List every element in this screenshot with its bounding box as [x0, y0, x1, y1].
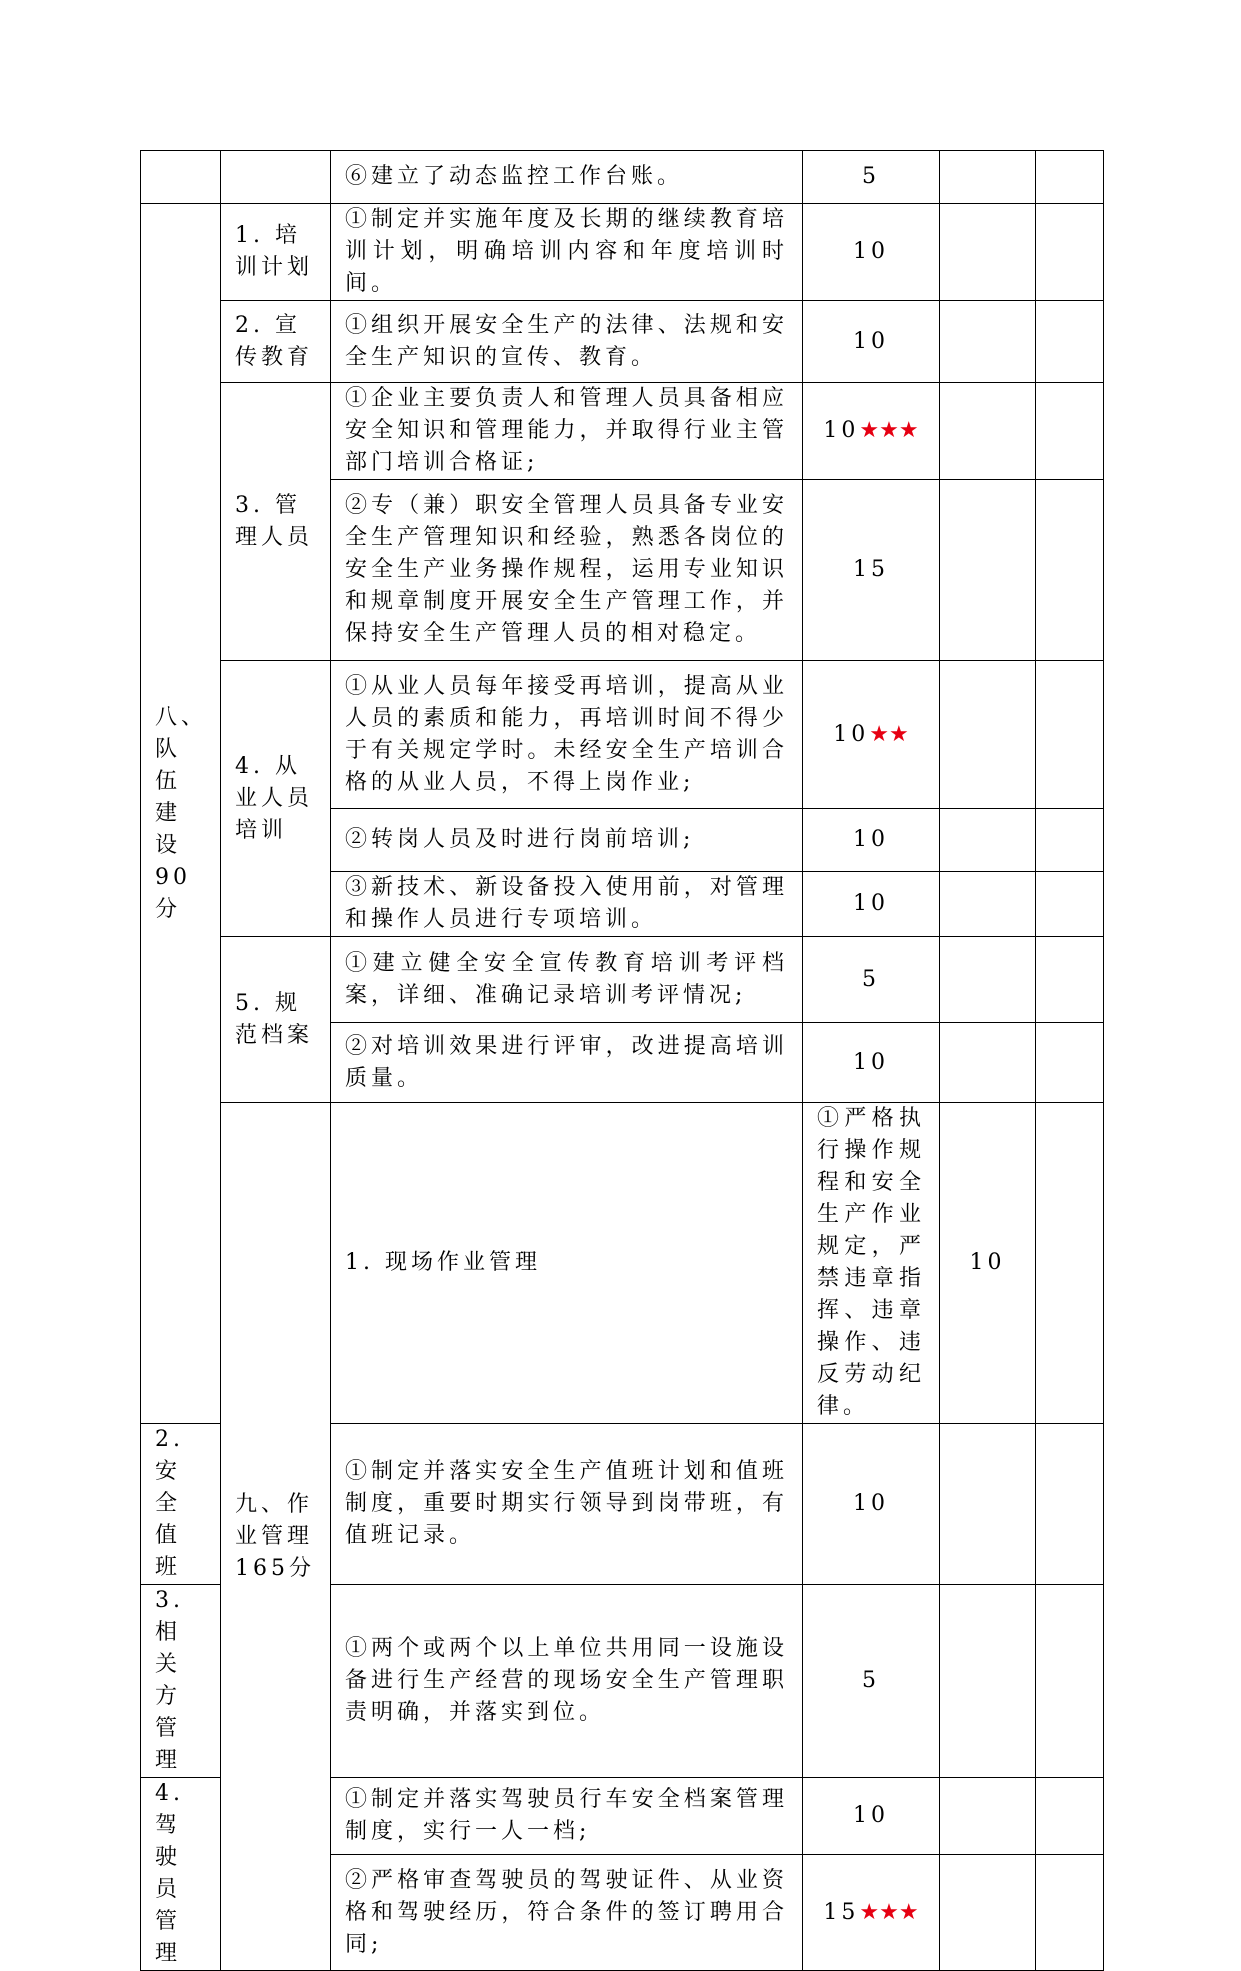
empty-cell: [1036, 1778, 1104, 1855]
item-label: 4. 驾驶员管理: [141, 1778, 221, 1971]
standard-cell: ②专（兼）职安全管理人员具备专业安全生产管理知识和经验，熟悉各岗位的安全生产业务操作规程，运用专业知识和规章制度开展安全生产管理工作，并保持安全生产管理人员的相对稳定。: [331, 480, 803, 661]
empty-cell: [1036, 661, 1104, 809]
standard-cell: ①企业主要负责人和管理人员具备相应安全知识和管理能力，并取得行业主管部门培训合格证;: [331, 383, 803, 480]
table-row: [141, 661, 1104, 809]
empty-cell: [1036, 1424, 1104, 1585]
standard-cell: ①两个或两个以上单位共用同一设施设备进行生产经营的现场安全生产管理职责明确，并落实到位。: [331, 1585, 803, 1778]
score-value: 10: [853, 328, 889, 354]
score-cell: [803, 1778, 940, 1855]
star-rating: ★★★: [859, 1899, 919, 1925]
score-value: 15: [853, 557, 889, 582]
score-cell: [803, 151, 940, 204]
empty-cell: [940, 661, 1036, 809]
empty-cell: [940, 383, 1036, 480]
item-label: 3. 管理人员: [221, 383, 331, 661]
empty-cell: [1036, 1103, 1104, 1424]
score-value: 10: [969, 1250, 1006, 1275]
score-value: 10: [853, 891, 889, 916]
star-rating: ★★★: [859, 418, 919, 443]
standard-cell: ②转岗人员及时进行岗前培训;: [331, 809, 803, 872]
empty-cell: [1036, 809, 1104, 872]
empty-cell: [940, 1778, 1036, 1855]
score-value: 10: [853, 1803, 889, 1829]
category-label: 八、队伍建设90分: [141, 204, 221, 1424]
score-value: 10: [853, 1491, 889, 1516]
safety-standard-table: [140, 150, 1104, 1971]
score-cell: [803, 937, 940, 1023]
category-label: 九、作业管理165分: [221, 1103, 331, 1971]
empty-cell: [1036, 1023, 1104, 1103]
empty-cell: [1036, 301, 1104, 383]
score-cell: [803, 480, 940, 661]
standard-cell: ①组织开展安全生产的法律、法规和安全生产知识的宣传、教育。: [331, 301, 803, 383]
empty-cell: [1036, 480, 1104, 661]
score-cell: [803, 1585, 940, 1778]
table-row: [141, 1103, 1104, 1424]
item-cell: [221, 151, 331, 204]
score-cell: [803, 1023, 940, 1103]
item-label: 3. 相关方管理: [141, 1585, 221, 1778]
table-row: [141, 937, 1104, 1023]
item-label: 2. 安全值班: [141, 1424, 221, 1585]
score-cell: [803, 661, 940, 809]
empty-cell: [940, 301, 1036, 383]
empty-cell: [940, 1855, 1036, 1971]
score-cell: [940, 1103, 1036, 1424]
empty-cell: [1036, 204, 1104, 301]
standard-cell: ②对培训效果进行评审，改进提高培训质量。: [331, 1023, 803, 1103]
score-value: 10: [823, 418, 860, 443]
empty-cell: [1036, 937, 1104, 1023]
score-cell: [803, 204, 940, 301]
score-cell: [803, 1855, 940, 1971]
score-value: 10: [853, 239, 889, 264]
table-row: [141, 204, 1104, 301]
standard-cell: ①制定并实施年度及长期的继续教育培训计划，明确培训内容和年度培训时间。: [331, 204, 803, 301]
category-cell: [141, 151, 221, 204]
standard-cell: ⑥建立了动态监控工作台账。: [331, 151, 803, 204]
score-cell: [803, 809, 940, 872]
score-value: 10: [853, 827, 889, 852]
standard-cell: ①制定并落实安全生产值班计划和值班制度，重要时期实行领导到岗带班，有值班记录。: [331, 1424, 803, 1585]
score-value: 5: [862, 1668, 880, 1693]
item-label: 5. 规范档案: [221, 937, 331, 1103]
standard-cell: ③新技术、新设备投入使用前，对管理和操作人员进行专项培训。: [331, 872, 803, 937]
standard-cell: ①严格执行操作规程和安全生产作业规定，严禁违章指挥、违章操作、违反劳动纪律。: [803, 1103, 940, 1424]
empty-cell: [940, 1424, 1036, 1585]
empty-cell: [940, 809, 1036, 872]
score-cell: [803, 1424, 940, 1585]
score-value: 10: [853, 1049, 889, 1075]
star-rating: ★★: [869, 721, 909, 747]
empty-cell: [940, 480, 1036, 661]
empty-cell: [940, 151, 1036, 204]
standard-cell: ②严格审查驾驶员的驾驶证件、从业资格和驾驶经历，符合条件的签订聘用合同;: [331, 1855, 803, 1971]
empty-cell: [1036, 383, 1104, 480]
score-value: 5: [862, 164, 880, 189]
score-value: 10: [833, 721, 870, 747]
score-cell: [803, 872, 940, 937]
empty-cell: [940, 1585, 1036, 1778]
table-row: [141, 151, 1104, 204]
score-cell: [803, 301, 940, 383]
score-cell: [803, 383, 940, 480]
empty-cell: [1036, 1585, 1104, 1778]
score-value: 15: [823, 1899, 860, 1925]
item-label: 1. 培训计划: [221, 204, 331, 301]
empty-cell: [940, 204, 1036, 301]
item-label: 1. 现场作业管理: [331, 1103, 803, 1424]
standard-cell: ①从业人员每年接受再培训，提高从业人员的素质和能力，再培训时间不得少于有关规定学时。未经安全生产培训合格的从业人员，不得上岗作业;: [331, 661, 803, 809]
standard-cell: ①制定并落实驾驶员行车安全档案管理制度，实行一人一档;: [331, 1778, 803, 1855]
table-row: [141, 301, 1104, 383]
table-row: [141, 383, 1104, 480]
empty-cell: [1036, 1855, 1104, 1971]
empty-cell: [940, 1023, 1036, 1103]
item-label: 2. 宣传教育: [221, 301, 331, 383]
empty-cell: [1036, 872, 1104, 937]
score-value: 5: [862, 966, 880, 992]
standard-cell: ①建立健全安全宣传教育培训考评档案，详细、准确记录培训考评情况;: [331, 937, 803, 1023]
empty-cell: [940, 872, 1036, 937]
item-label: 4. 从业人员培训: [221, 661, 331, 937]
empty-cell: [940, 937, 1036, 1023]
empty-cell: [1036, 151, 1104, 204]
